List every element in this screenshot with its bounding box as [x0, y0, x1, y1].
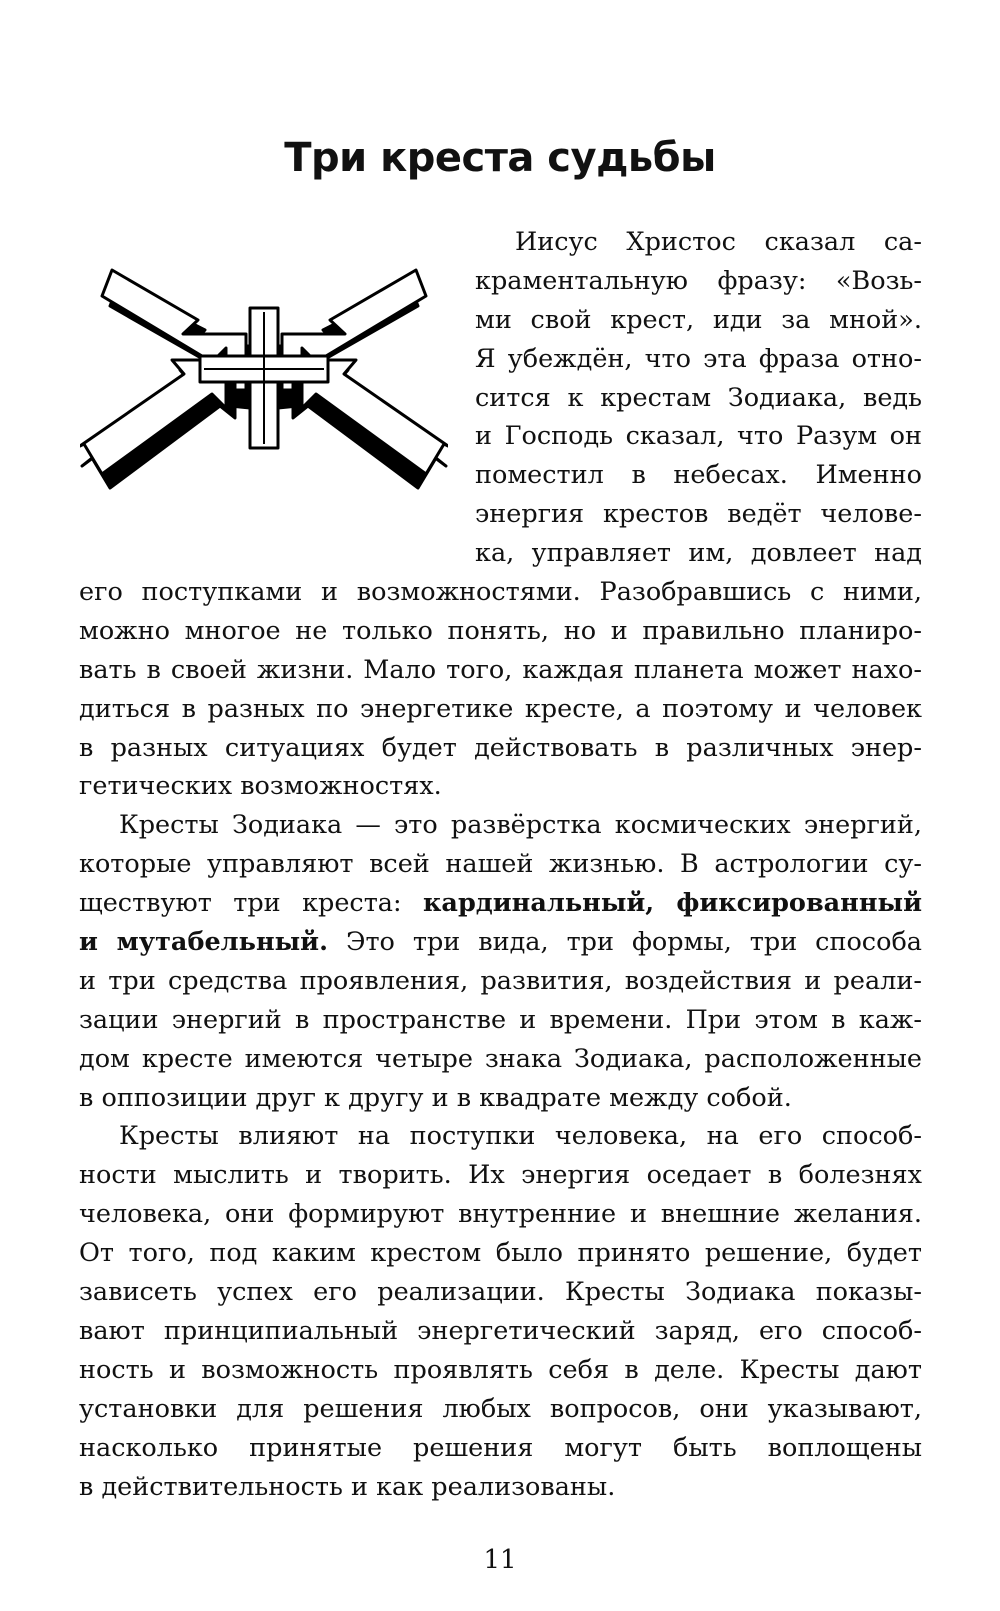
text-line: в разных ситуациях будет действовать в различных энер-	[79, 732, 922, 763]
text-line: диться в разных по энергетике кресте, а поэтому и человек	[79, 693, 922, 724]
text-line: сится к крестам Зодиака, ведь	[475, 382, 922, 413]
text-line: и Господь сказал, что Разум он	[475, 421, 922, 452]
text-line: установки для решения любых вопросов, они указывают,	[79, 1393, 922, 1424]
text-line: Кресты влияют на поступки человека, на его способ-	[119, 1121, 922, 1152]
text-line: ности мыслить и творить. Их энергия оседает в болезнях	[79, 1160, 922, 1191]
text-line: которые управляют всей нашей жизнью. В астрологии су-	[79, 849, 922, 880]
page-number: 11	[483, 1545, 517, 1575]
text-line: в оппозиции друг к другу и в квадрате между собой.	[79, 1082, 792, 1113]
bold-term: и мутабельный.	[79, 927, 328, 958]
text-line: в действительность и как реализованы.	[79, 1471, 616, 1502]
text-line	[79, 923, 922, 962]
text-line: можно многое не только понять, но и правильно планиро-	[79, 615, 922, 646]
text-line: Кресты Зодиака — это развёрстка космических энергий,	[119, 810, 922, 841]
body-text	[79, 223, 922, 1506]
bold-term: кардинальный, фиксированный	[423, 888, 922, 919]
text-line: зависеть успех его реализации. Кресты Зодиака показы-	[79, 1277, 922, 1308]
text-line: и три средства проявления, развития, воздействия и реали-	[79, 965, 922, 996]
text-line: ка, управляет им, довлеет над	[475, 538, 922, 569]
text-line: вать в своей жизни. Мало того, каждая планета может нахо-	[79, 654, 922, 685]
text-line: энергия крестов ведёт челове-	[475, 499, 922, 530]
text-line: дом кресте имеются четыре знака Зодиака, расположенные	[79, 1043, 922, 1074]
text-line: поместил в небесах. Именно	[475, 460, 922, 491]
text-line: От того, под каким крестом было принято решение, будет	[79, 1238, 922, 1269]
text-line: вают принципиальный энергетический заряд, его способ-	[79, 1315, 922, 1346]
text-line: гетических возможностях.	[79, 771, 442, 802]
text-line: краментальную фразу: «Возь-	[475, 265, 922, 296]
text-line: Иисус Христос сказал са-	[515, 227, 922, 257]
text-line: его поступками и возможностями. Разобравшись с ними,	[79, 577, 922, 608]
text-line: ми свой крест, иди за мной».	[475, 304, 922, 335]
text-line	[79, 884, 922, 923]
text-run: ществуют три креста:	[79, 888, 423, 919]
text-line: человека, они формируют внутренние и внешние желания.	[79, 1199, 922, 1230]
wrapped-paragraph	[475, 223, 922, 573]
text-run: Это три вида, три формы, три способа	[327, 927, 922, 958]
text-line: насколько принятые решения могут быть воплощены	[79, 1432, 922, 1463]
text-line: зации энергий в пространстве и времени. При этом в каж-	[79, 1004, 922, 1035]
text-line: Я убеждён, что эта фраза отно-	[475, 343, 922, 374]
text-line: ность и возможность проявлять себя в деле. Кресты дают	[79, 1354, 922, 1385]
page-title: Три креста судьбы	[284, 135, 716, 181]
